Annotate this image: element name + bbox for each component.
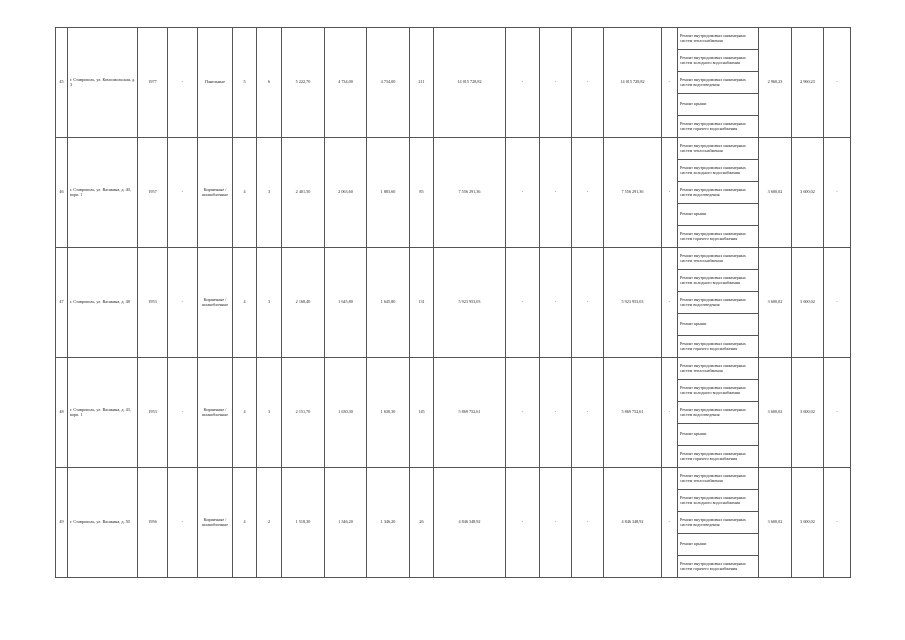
row-area-total: 5 222,70 bbox=[282, 28, 325, 138]
row-number: 45 bbox=[56, 28, 68, 138]
row-fund-other: - bbox=[662, 248, 678, 358]
row-work-item: Ремонт крыши bbox=[678, 314, 759, 336]
row-unit-cost: 3 600,02 bbox=[759, 468, 792, 578]
row-limit-cost: 3 600,02 bbox=[792, 468, 824, 578]
row-fund-owners: 14 015 728,82 bbox=[604, 28, 662, 138]
row-address: г. Ставрополь, ул. Васякина, д. 40, корп. 1 bbox=[68, 138, 138, 248]
row-work-item: Ремонт внутридомовых инженерных систем холодного водоснабжения bbox=[678, 490, 759, 512]
row-deadline: - bbox=[824, 248, 851, 358]
row-area-total: 2 168,40 bbox=[282, 248, 325, 358]
row-fund-federal: - bbox=[506, 138, 540, 248]
row-residents: 145 bbox=[410, 358, 434, 468]
row-year-commission: - bbox=[168, 358, 198, 468]
row-area-total: 1 518,30 bbox=[282, 468, 325, 578]
row-residents: 85 bbox=[410, 138, 434, 248]
row-floors: 4 bbox=[233, 468, 257, 578]
row-work-item: Ремонт внутридомовых инженерных систем горячего водоснабжения bbox=[678, 446, 759, 468]
row-area-residential: 1 645,80 bbox=[325, 248, 367, 358]
row-limit-cost: 3 600,02 bbox=[792, 358, 824, 468]
row-work-item: Ремонт внутридомовых инженерных систем горячего водоснабжения bbox=[678, 226, 759, 248]
row-residents: 131 bbox=[410, 248, 434, 358]
row-year-commission: - bbox=[168, 138, 198, 248]
row-residents: 26 bbox=[410, 468, 434, 578]
row-area-total: 2 151,70 bbox=[282, 358, 325, 468]
row-year-commission: - bbox=[168, 248, 198, 358]
row-limit-cost: 2 960,23 bbox=[792, 28, 824, 138]
row-deadline: - bbox=[824, 358, 851, 468]
row-year-commission: - bbox=[168, 468, 198, 578]
row-fund-local: - bbox=[572, 28, 604, 138]
row-area-owned: 1 346,20 bbox=[367, 468, 410, 578]
row-deadline: - bbox=[824, 138, 851, 248]
row-work-item: Ремонт внутридомовых инженерных систем горячего водоснабжения bbox=[678, 336, 759, 358]
table-row bbox=[56, 138, 851, 160]
row-cost-total: 7 556 291,36 bbox=[434, 138, 506, 248]
row-fund-local: - bbox=[572, 138, 604, 248]
repair-program-table bbox=[55, 27, 851, 578]
row-work-item: Ремонт внутридомовых инженерных систем холодного водоснабжения bbox=[678, 50, 759, 72]
row-year: 1957 bbox=[138, 138, 168, 248]
row-entrances: 2 bbox=[257, 468, 282, 578]
row-wall-material: Кирпичные / шлакоблочные bbox=[198, 468, 233, 578]
row-fund-regional: - bbox=[540, 248, 572, 358]
row-fund-other: - bbox=[662, 28, 678, 138]
row-work-item: Ремонт внутридомовых инженерных систем водоотведения bbox=[678, 512, 759, 534]
row-wall-material: Кирпичные / шлакоблочные bbox=[198, 138, 233, 248]
row-year: 1956 bbox=[138, 468, 168, 578]
row-work-item: Ремонт внутридомовых инженерных систем водоотведения bbox=[678, 72, 759, 94]
row-area-total: 2 401,50 bbox=[282, 138, 325, 248]
row-unit-cost: 3 600,02 bbox=[759, 358, 792, 468]
row-work-item: Ремонт внутридомовых инженерных систем водоотведения bbox=[678, 292, 759, 314]
row-limit-cost: 3 600,02 bbox=[792, 248, 824, 358]
row-area-owned: 4 734,00 bbox=[367, 28, 410, 138]
table-row bbox=[56, 248, 851, 270]
row-unit-cost: 3 600,02 bbox=[759, 138, 792, 248]
row-year-commission: - bbox=[168, 28, 198, 138]
row-residents: 211 bbox=[410, 28, 434, 138]
row-wall-material: Кирпичные / шлакоблочные bbox=[198, 358, 233, 468]
row-work-item: Ремонт внутридомовых инженерных систем теплоснабжения bbox=[678, 28, 759, 50]
row-fund-regional: - bbox=[540, 138, 572, 248]
row-work-item: Ремонт внутридомовых инженерных систем теплоснабжения bbox=[678, 358, 759, 380]
row-work-item: Ремонт крыши bbox=[678, 94, 759, 116]
row-number: 48 bbox=[56, 358, 68, 468]
row-address: г. Ставрополь, ул. Васякина, д. 48 bbox=[68, 248, 138, 358]
row-year: 1977 bbox=[138, 28, 168, 138]
row-work-item: Ремонт крыши bbox=[678, 534, 759, 556]
row-limit-cost: 3 600,02 bbox=[792, 138, 824, 248]
row-work-item: Ремонт внутридомовых инженерных систем теплоснабжения bbox=[678, 468, 759, 490]
row-fund-other: - bbox=[662, 138, 678, 248]
row-number: 49 bbox=[56, 468, 68, 578]
row-work-item: Ремонт внутридомовых инженерных систем водоотведения bbox=[678, 402, 759, 424]
row-area-owned: 1 630,30 bbox=[367, 358, 410, 468]
row-fund-owners: 5 923 953,03 bbox=[604, 248, 662, 358]
row-address: г. Ставрополь, ул. Комсомольская, д. 3 bbox=[68, 28, 138, 138]
row-unit-cost: 3 600,02 bbox=[759, 248, 792, 358]
row-fund-owners: 7 556 291,36 bbox=[604, 138, 662, 248]
row-fund-regional: - bbox=[540, 468, 572, 578]
row-fund-local: - bbox=[572, 468, 604, 578]
row-fund-regional: - bbox=[540, 358, 572, 468]
row-fund-federal: - bbox=[506, 28, 540, 138]
row-entrances: 6 bbox=[257, 28, 282, 138]
row-fund-federal: - bbox=[506, 248, 540, 358]
row-fund-regional: - bbox=[540, 28, 572, 138]
row-work-item: Ремонт внутридомовых инженерных систем холодного водоснабжения bbox=[678, 270, 759, 292]
row-cost-total: 4 846 348,92 bbox=[434, 468, 506, 578]
row-cost-total: 5 869 752,61 bbox=[434, 358, 506, 468]
table-row bbox=[56, 468, 851, 490]
row-work-item: Ремонт крыши bbox=[678, 204, 759, 226]
row-work-item: Ремонт внутридомовых инженерных систем холодного водоснабжения bbox=[678, 160, 759, 182]
table-row bbox=[56, 28, 851, 50]
row-area-residential: 2 063,60 bbox=[325, 138, 367, 248]
row-number: 47 bbox=[56, 248, 68, 358]
row-entrances: 3 bbox=[257, 358, 282, 468]
row-fund-federal: - bbox=[506, 468, 540, 578]
row-cost-total: 5 923 953,03 bbox=[434, 248, 506, 358]
row-area-residential: 4 734,00 bbox=[325, 28, 367, 138]
row-entrances: 3 bbox=[257, 248, 282, 358]
row-fund-owners: 5 869 752,61 bbox=[604, 358, 662, 468]
row-area-residential: 1 630,30 bbox=[325, 358, 367, 468]
row-cost-total: 14 015 728,82 bbox=[434, 28, 506, 138]
row-floors: 5 bbox=[233, 28, 257, 138]
row-floors: 4 bbox=[233, 138, 257, 248]
row-work-item: Ремонт крыши bbox=[678, 424, 759, 446]
row-work-item: Ремонт внутридомовых инженерных систем теплоснабжения bbox=[678, 138, 759, 160]
row-floors: 4 bbox=[233, 358, 257, 468]
row-work-item: Ремонт внутридомовых инженерных систем теплоснабжения bbox=[678, 248, 759, 270]
row-fund-local: - bbox=[572, 248, 604, 358]
row-area-residential: 1 346,20 bbox=[325, 468, 367, 578]
row-work-item: Ремонт внутридомовых инженерных систем холодного водоснабжения bbox=[678, 380, 759, 402]
row-fund-local: - bbox=[572, 358, 604, 468]
row-wall-material: Кирпичные / шлакоблочные bbox=[198, 248, 233, 358]
row-work-item: Ремонт внутридомовых инженерных систем водоотведения bbox=[678, 182, 759, 204]
row-wall-material: Панельные bbox=[198, 28, 233, 138]
row-fund-federal: - bbox=[506, 358, 540, 468]
row-unit-cost: 2 960,23 bbox=[759, 28, 792, 138]
row-work-item: Ремонт внутридомовых инженерных систем горячего водоснабжения bbox=[678, 116, 759, 138]
row-number: 46 bbox=[56, 138, 68, 248]
row-year: 1953 bbox=[138, 248, 168, 358]
row-fund-other: - bbox=[662, 358, 678, 468]
row-address: г. Ставрополь, ул. Васякина, д. 50 bbox=[68, 468, 138, 578]
row-fund-owners: 4 846 348,92 bbox=[604, 468, 662, 578]
row-address: г. Ставрополь, ул. Васякина, д. 43, корп. 1 bbox=[68, 358, 138, 468]
row-year: 1953 bbox=[138, 358, 168, 468]
row-work-item: Ремонт внутридомовых инженерных систем горячего водоснабжения bbox=[678, 556, 759, 578]
row-fund-other: - bbox=[662, 468, 678, 578]
row-deadline: - bbox=[824, 28, 851, 138]
row-deadline: - bbox=[824, 468, 851, 578]
row-area-owned: 1 645,80 bbox=[367, 248, 410, 358]
row-area-owned: 1 883,60 bbox=[367, 138, 410, 248]
row-floors: 4 bbox=[233, 248, 257, 358]
row-entrances: 3 bbox=[257, 138, 282, 248]
table-row bbox=[56, 358, 851, 380]
